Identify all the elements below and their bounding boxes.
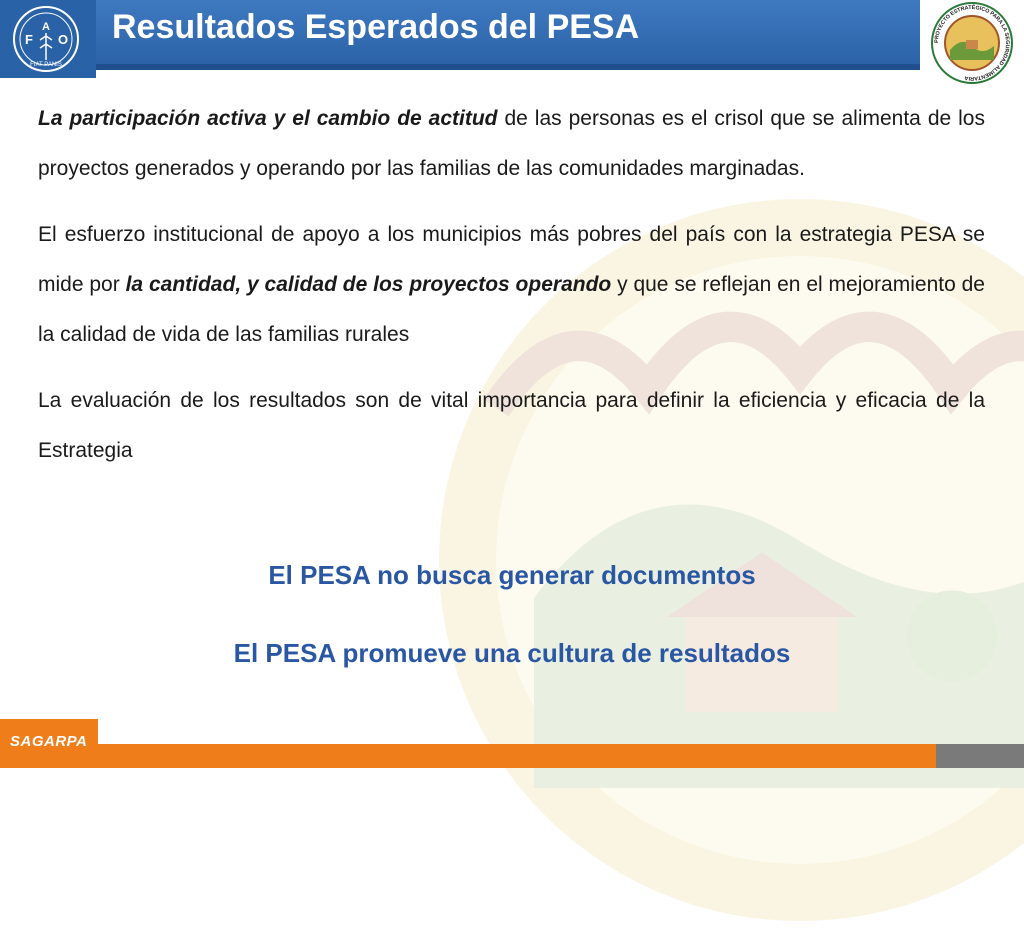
fao-letter-f: F bbox=[25, 32, 33, 47]
paragraph-1-emphasis: La participación activa y el cambio de actitud bbox=[38, 107, 498, 130]
highlight-no-documents: El PESA no busca generar documentos bbox=[268, 560, 756, 590]
footer-orange-bar bbox=[98, 744, 936, 768]
paragraph-participation bbox=[38, 94, 985, 194]
slide-title: Resultados Esperados del PESA bbox=[112, 8, 640, 46]
sagarpa-logo bbox=[0, 719, 98, 768]
fao-motto: FIAT PANIS bbox=[30, 62, 62, 68]
pesa-ring-text: PROYECTO ESTRATÉGICO PARA LA SEGURIDAD ALIMENTARIA bbox=[933, 4, 1011, 82]
pesa-seal-icon bbox=[920, 0, 1024, 86]
slide-header bbox=[0, 0, 1024, 82]
fao-emblem-icon bbox=[0, 0, 96, 78]
footer-gray-bar bbox=[936, 744, 1024, 768]
slide-body bbox=[38, 94, 985, 492]
highlight-results-culture: El PESA promueve una cultura de resultados bbox=[233, 638, 791, 668]
fao-letter-o: O bbox=[57, 32, 69, 47]
paragraph-institutional-effort bbox=[38, 210, 985, 360]
paragraph-3-text: La evaluación de los resultados son de vital importancia para definir la eficiencia y eficacia de la Estrategia bbox=[38, 389, 985, 462]
sagarpa-logo-text: SAGARPA bbox=[10, 733, 88, 750]
paragraph-2-text-before: El esfuerzo institucional de apoyo a los municipios más pobres del país con la estrategia PESA se mide por bbox=[38, 223, 985, 296]
paragraph-evaluation bbox=[38, 376, 985, 476]
paragraph-1-text: de las personas es el crisol que se alimenta de los proyectos generados y operando por las familias de las comunidades marginadas. bbox=[38, 107, 985, 180]
pesa-logo bbox=[920, 0, 1024, 86]
paragraph-2-text-after: y que se reflejan en el mejoramiento de la calidad de vida de las familias rurales bbox=[38, 273, 985, 346]
fao-logo bbox=[0, 0, 96, 78]
title-bar-underline bbox=[96, 64, 920, 70]
fao-letter-a: A bbox=[42, 21, 50, 33]
paragraph-2-emphasis: la cantidad, y calidad de los proyectos operando bbox=[125, 273, 612, 296]
